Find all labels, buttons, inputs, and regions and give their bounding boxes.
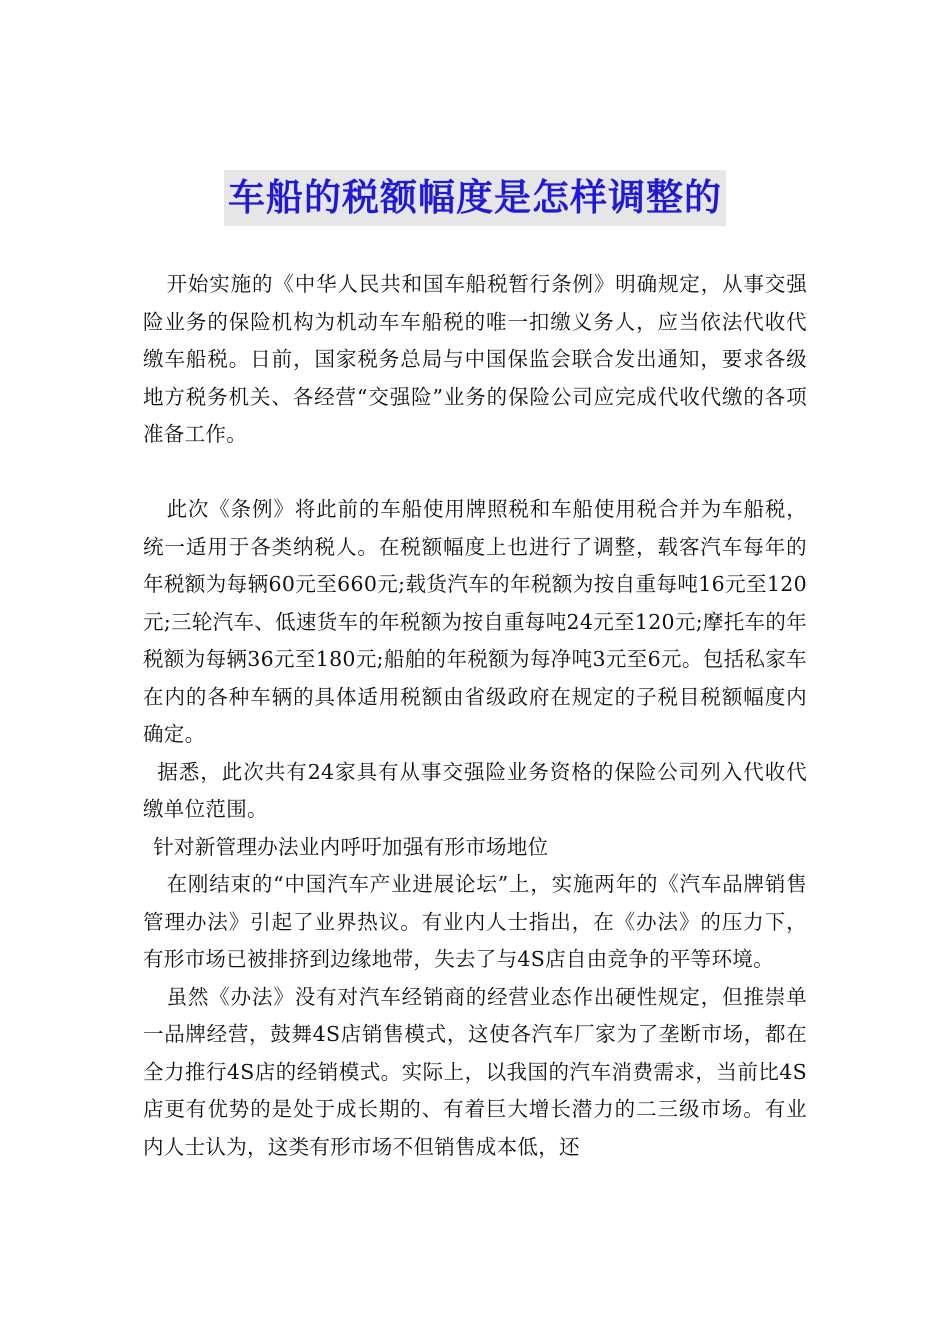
title-container [0,170,950,226]
paragraph-4: 在刚结束的“中国汽车产业进展论坛”上，实施两年的《汽车品牌销售管理办法》引起了业界热议。有业内人士指出，在《办法》的压力下，有形市场已被排挤到边缘地带，失去了与4S店自由竞争的平等环境。 [143,872,807,971]
paragraph-3: 据悉，此次共有24家具有从事交强险业务资格的保险公司列入代收代缴单位范围。 [143,759,807,821]
paragraph-5: 虽然《办法》没有对汽车经销商的经营业态作出硬性规定，但推崇单一品牌经营，鼓舞4S店销售模式，这使各汽车厂家为了垄断市场，都在全力推行4S店的经销模式。实际上，以我国的汽车消费需求，当前比4S店更有优势的是处于成长期的、有着巨大增长潜力的二三级市场。有业内人士认为，这类有形市场不但销售成本低，还 [143,984,807,1159]
paragraph-1: 开始实施的《中华人民共和国车船税暂行条例》明确规定，从事交强险业务的保险机构为机动车车船税的唯一扣缴义务人，应当依法代收代缴车船税。日前，国家税务总局与中国保监会联合发出通知，要求各级地方税务机关、各经营“交强险”业务的保险公司应完成代收代缴的各项准备工作。 [143,272,807,446]
paragraph-2: 此次《条例》将此前的车船使用牌照税和车船使用税合并为车船税，统一适用于各类纳税人。在税额幅度上也进行了调整，载客汽车每年的年税额为每辆60元至660元;载货汽车的年税额为按自重每吨16元至120元;三轮汽车、低速货车的年税额为按自重每吨24元至120元;摩托车的年税额为每辆36元至180元;船舶的年税额为每净吨3元至6元。包括私家车在内的各种车辆的具体适用税额由省级政府在规定的子税目税额幅度内确定。 [143,497,807,746]
section-heading: 针对新管理办法业内呼吁加强有形市场地位 [153,834,549,859]
document-body [143,266,807,1166]
document-title: 车船的税额幅度是怎样调整的 [224,170,726,226]
paragraph-gap [143,454,807,492]
